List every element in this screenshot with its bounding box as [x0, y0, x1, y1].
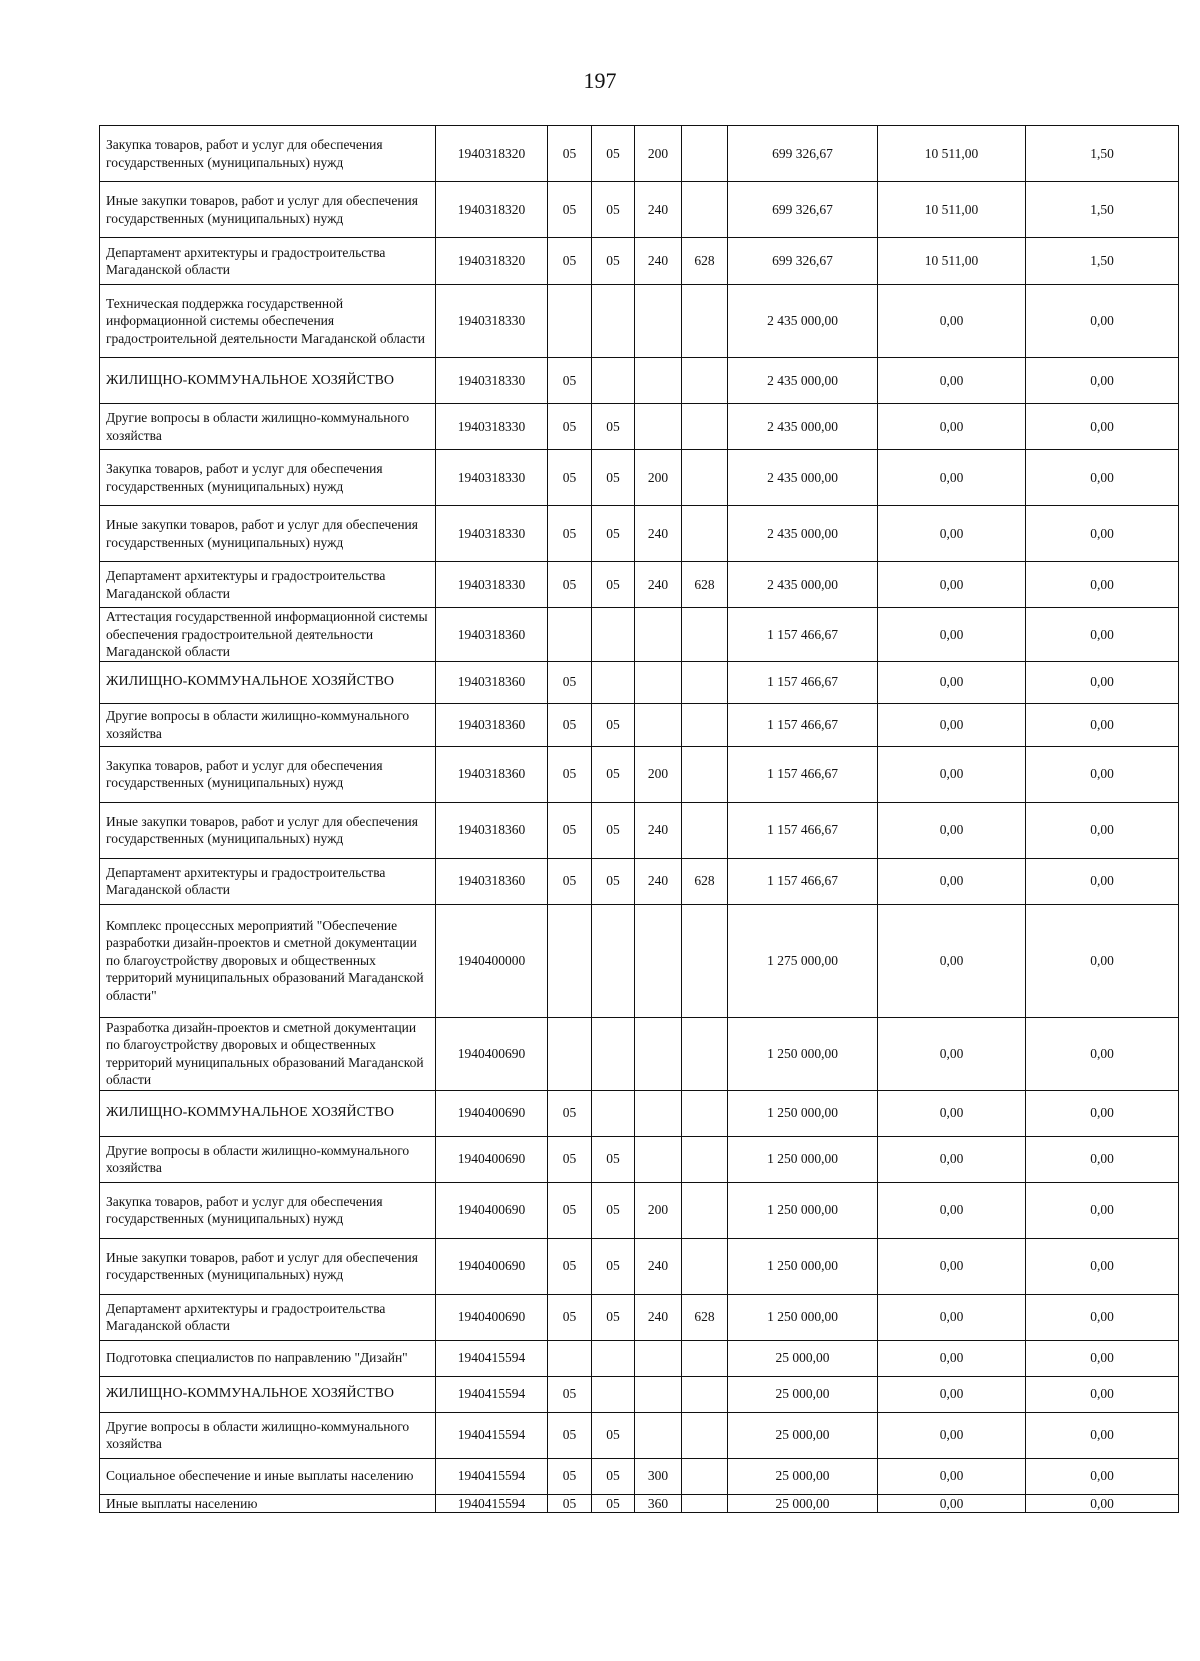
budget-code-cell: 1940400690	[436, 1090, 548, 1136]
budget-code-cell: 1940318320	[436, 238, 548, 285]
section-code-cell: 05	[548, 1412, 592, 1458]
section-code-cell: 05	[548, 450, 592, 506]
row-name-cell: Иные закупки товаров, работ и услуг для обеспечения государственных (муниципальных) нужд	[100, 802, 436, 858]
admin-code-cell	[682, 506, 728, 562]
execution-percent-cell: 0,00	[1026, 1238, 1179, 1294]
executed-amount-cell: 0,00	[878, 404, 1026, 450]
section-code-cell: 05	[548, 182, 592, 238]
executed-amount-cell: 10 511,00	[878, 126, 1026, 182]
expense-type-code-cell: 240	[635, 1238, 682, 1294]
row-name-cell: Иные закупки товаров, работ и услуг для обеспечения государственных (муниципальных) нужд	[100, 1238, 436, 1294]
budget-code-cell: 1940318330	[436, 358, 548, 404]
subsection-code-cell: 05	[592, 858, 635, 904]
subsection-code-cell: 05	[592, 506, 635, 562]
subsection-code-cell: 05	[592, 1136, 635, 1182]
table-row	[100, 182, 1179, 238]
table-row	[100, 1238, 1179, 1294]
execution-percent-cell: 0,00	[1026, 285, 1179, 358]
expense-type-code-cell	[635, 1340, 682, 1376]
row-name-cell: Департамент архитектуры и градостроительства Магаданской области	[100, 1294, 436, 1340]
subsection-code-cell: 05	[592, 1238, 635, 1294]
budget-code-cell: 1940400690	[436, 1294, 548, 1340]
executed-amount-cell: 0,00	[878, 1340, 1026, 1376]
row-name-cell: ЖИЛИЩНО-КОММУНАЛЬНОЕ ХОЗЯЙСТВО	[100, 1376, 436, 1412]
expense-type-code-cell: 240	[635, 182, 682, 238]
row-name-cell: Техническая поддержка государственной информационной системы обеспечения градостроительной деятельности Магаданской области	[100, 285, 436, 358]
subsection-code-cell: 05	[592, 1494, 635, 1513]
row-name-cell: Закупка товаров, работ и услуг для обеспечения государственных (муниципальных) нужд	[100, 1182, 436, 1238]
section-code-cell	[548, 1340, 592, 1376]
row-name-cell: Иные выплаты населению	[100, 1494, 436, 1513]
admin-code-cell	[682, 703, 728, 746]
approved-amount-cell: 2 435 000,00	[728, 562, 878, 608]
admin-code-cell	[682, 1090, 728, 1136]
executed-amount-cell: 0,00	[878, 1494, 1026, 1513]
expense-type-code-cell: 200	[635, 450, 682, 506]
table-row	[100, 746, 1179, 802]
budget-code-cell: 1940415594	[436, 1458, 548, 1494]
expense-type-code-cell: 300	[635, 1458, 682, 1494]
executed-amount-cell: 0,00	[878, 285, 1026, 358]
executed-amount-cell: 0,00	[878, 703, 1026, 746]
row-name-cell: Разработка дизайн-проектов и сметной документации по благоустройству дворовых и общественных территорий муниципальных образований Магаданской области	[100, 1017, 436, 1090]
admin-code-cell	[682, 746, 728, 802]
budget-code-cell: 1940415594	[436, 1376, 548, 1412]
approved-amount-cell: 2 435 000,00	[728, 285, 878, 358]
approved-amount-cell: 25 000,00	[728, 1458, 878, 1494]
table-row	[100, 1340, 1179, 1376]
expense-type-code-cell: 240	[635, 802, 682, 858]
table-row	[100, 1294, 1179, 1340]
section-code-cell	[548, 1017, 592, 1090]
approved-amount-cell: 1 275 000,00	[728, 904, 878, 1017]
section-code-cell: 05	[548, 1136, 592, 1182]
execution-percent-cell: 0,00	[1026, 562, 1179, 608]
budget-code-cell: 1940400000	[436, 904, 548, 1017]
table-row	[100, 608, 1179, 662]
subsection-code-cell: 05	[592, 746, 635, 802]
expense-type-code-cell: 240	[635, 858, 682, 904]
execution-percent-cell: 1,50	[1026, 126, 1179, 182]
section-code-cell: 05	[548, 1376, 592, 1412]
execution-percent-cell: 0,00	[1026, 1494, 1179, 1513]
subsection-code-cell: 05	[592, 182, 635, 238]
subsection-code-cell: 05	[592, 1294, 635, 1340]
approved-amount-cell: 699 326,67	[728, 182, 878, 238]
executed-amount-cell: 0,00	[878, 1458, 1026, 1494]
execution-percent-cell: 0,00	[1026, 404, 1179, 450]
admin-code-cell	[682, 1412, 728, 1458]
subsection-code-cell	[592, 1376, 635, 1412]
executed-amount-cell: 0,00	[878, 1136, 1026, 1182]
subsection-code-cell: 05	[592, 703, 635, 746]
row-name-cell: Департамент архитектуры и градостроительства Магаданской области	[100, 562, 436, 608]
execution-percent-cell: 0,00	[1026, 746, 1179, 802]
subsection-code-cell	[592, 661, 635, 703]
subsection-code-cell: 05	[592, 126, 635, 182]
section-code-cell: 05	[548, 1458, 592, 1494]
subsection-code-cell	[592, 1017, 635, 1090]
admin-code-cell	[682, 126, 728, 182]
subsection-code-cell	[592, 1340, 635, 1376]
approved-amount-cell: 2 435 000,00	[728, 450, 878, 506]
admin-code-cell: 628	[682, 858, 728, 904]
execution-percent-cell: 0,00	[1026, 1182, 1179, 1238]
admin-code-cell	[682, 285, 728, 358]
executed-amount-cell: 0,00	[878, 562, 1026, 608]
table-row	[100, 285, 1179, 358]
approved-amount-cell: 1 157 466,67	[728, 661, 878, 703]
execution-percent-cell: 1,50	[1026, 182, 1179, 238]
admin-code-cell	[682, 182, 728, 238]
budget-code-cell: 1940318320	[436, 126, 548, 182]
executed-amount-cell: 0,00	[878, 1376, 1026, 1412]
row-name-cell: Подготовка специалистов по направлению "Дизайн"	[100, 1340, 436, 1376]
executed-amount-cell: 0,00	[878, 746, 1026, 802]
table-row	[100, 562, 1179, 608]
table-row	[100, 1182, 1179, 1238]
expense-type-code-cell: 240	[635, 562, 682, 608]
budget-code-cell: 1940318360	[436, 802, 548, 858]
approved-amount-cell: 1 157 466,67	[728, 703, 878, 746]
execution-percent-cell: 0,00	[1026, 703, 1179, 746]
table-row	[100, 1090, 1179, 1136]
budget-code-cell: 1940318330	[436, 285, 548, 358]
table-row	[100, 858, 1179, 904]
execution-percent-cell: 0,00	[1026, 506, 1179, 562]
row-name-cell: Департамент архитектуры и градостроительства Магаданской области	[100, 858, 436, 904]
budget-code-cell: 1940400690	[436, 1238, 548, 1294]
expense-type-code-cell: 240	[635, 1294, 682, 1340]
approved-amount-cell: 699 326,67	[728, 238, 878, 285]
approved-amount-cell: 1 157 466,67	[728, 858, 878, 904]
budget-code-cell: 1940318330	[436, 450, 548, 506]
executed-amount-cell: 0,00	[878, 358, 1026, 404]
executed-amount-cell: 0,00	[878, 1017, 1026, 1090]
executed-amount-cell: 0,00	[878, 1412, 1026, 1458]
execution-percent-cell: 0,00	[1026, 1340, 1179, 1376]
execution-percent-cell: 0,00	[1026, 1017, 1179, 1090]
budget-code-cell: 1940318360	[436, 703, 548, 746]
subsection-code-cell: 05	[592, 1412, 635, 1458]
table-row	[100, 1494, 1179, 1513]
expense-type-code-cell: 360	[635, 1494, 682, 1513]
admin-code-cell	[682, 1017, 728, 1090]
section-code-cell	[548, 904, 592, 1017]
execution-percent-cell: 0,00	[1026, 1458, 1179, 1494]
row-name-cell: Другие вопросы в области жилищно-коммунального хозяйства	[100, 1412, 436, 1458]
executed-amount-cell: 0,00	[878, 661, 1026, 703]
approved-amount-cell: 25 000,00	[728, 1494, 878, 1513]
expense-type-code-cell	[635, 1376, 682, 1412]
section-code-cell: 05	[548, 1294, 592, 1340]
row-name-cell: Закупка товаров, работ и услуг для обеспечения государственных (муниципальных) нужд	[100, 126, 436, 182]
subsection-code-cell	[592, 608, 635, 662]
expense-type-code-cell	[635, 703, 682, 746]
section-code-cell: 05	[548, 238, 592, 285]
budget-code-cell: 1940318330	[436, 506, 548, 562]
expense-type-code-cell: 200	[635, 1182, 682, 1238]
executed-amount-cell: 0,00	[878, 1238, 1026, 1294]
expense-type-code-cell: 200	[635, 746, 682, 802]
row-name-cell: Социальное обеспечение и иные выплаты населению	[100, 1458, 436, 1494]
execution-percent-cell: 0,00	[1026, 904, 1179, 1017]
executed-amount-cell: 0,00	[878, 1294, 1026, 1340]
admin-code-cell	[682, 802, 728, 858]
expense-type-code-cell	[635, 904, 682, 1017]
subsection-code-cell: 05	[592, 238, 635, 285]
executed-amount-cell: 0,00	[878, 506, 1026, 562]
budget-code-cell: 1940318360	[436, 858, 548, 904]
subsection-code-cell: 05	[592, 562, 635, 608]
admin-code-cell	[682, 661, 728, 703]
admin-code-cell	[682, 1458, 728, 1494]
approved-amount-cell: 2 435 000,00	[728, 506, 878, 562]
budget-code-cell: 1940415594	[436, 1494, 548, 1513]
admin-code-cell: 628	[682, 238, 728, 285]
subsection-code-cell: 05	[592, 1458, 635, 1494]
section-code-cell: 05	[548, 661, 592, 703]
execution-percent-cell: 1,50	[1026, 238, 1179, 285]
section-code-cell: 05	[548, 1090, 592, 1136]
row-name-cell: Другие вопросы в области жилищно-коммунального хозяйства	[100, 404, 436, 450]
admin-code-cell	[682, 1182, 728, 1238]
row-name-cell: ЖИЛИЩНО-КОММУНАЛЬНОЕ ХОЗЯЙСТВО	[100, 661, 436, 703]
execution-percent-cell: 0,00	[1026, 1294, 1179, 1340]
execution-percent-cell: 0,00	[1026, 358, 1179, 404]
execution-percent-cell: 0,00	[1026, 661, 1179, 703]
expense-type-code-cell	[635, 1412, 682, 1458]
section-code-cell: 05	[548, 746, 592, 802]
expense-type-code-cell	[635, 661, 682, 703]
row-name-cell: Другие вопросы в области жилищно-коммунального хозяйства	[100, 1136, 436, 1182]
row-name-cell: Другие вопросы в области жилищно-коммунального хозяйства	[100, 703, 436, 746]
execution-percent-cell: 0,00	[1026, 802, 1179, 858]
admin-code-cell: 628	[682, 562, 728, 608]
approved-amount-cell: 1 250 000,00	[728, 1182, 878, 1238]
row-name-cell: Иные закупки товаров, работ и услуг для обеспечения государственных (муниципальных) нужд	[100, 182, 436, 238]
section-code-cell	[548, 285, 592, 358]
budget-code-cell: 1940415594	[436, 1340, 548, 1376]
budget-code-cell: 1940415594	[436, 1412, 548, 1458]
section-code-cell: 05	[548, 858, 592, 904]
budget-code-cell: 1940400690	[436, 1182, 548, 1238]
executed-amount-cell: 0,00	[878, 858, 1026, 904]
budget-code-cell: 1940318360	[436, 661, 548, 703]
executed-amount-cell: 0,00	[878, 904, 1026, 1017]
budget-code-cell: 1940318330	[436, 404, 548, 450]
section-code-cell: 05	[548, 358, 592, 404]
admin-code-cell	[682, 904, 728, 1017]
table-row	[100, 1017, 1179, 1090]
expense-type-code-cell	[635, 404, 682, 450]
admin-code-cell	[682, 1376, 728, 1412]
admin-code-cell	[682, 608, 728, 662]
execution-percent-cell: 0,00	[1026, 1412, 1179, 1458]
admin-code-cell	[682, 1340, 728, 1376]
admin-code-cell	[682, 1494, 728, 1513]
section-code-cell: 05	[548, 1238, 592, 1294]
budget-code-cell: 1940400690	[436, 1017, 548, 1090]
execution-percent-cell: 0,00	[1026, 1090, 1179, 1136]
executed-amount-cell: 0,00	[878, 1090, 1026, 1136]
table-row	[100, 506, 1179, 562]
row-name-cell: Аттестация государственной информационной системы обеспечения градостроительной деятельности Магаданской области	[100, 608, 436, 662]
table-row	[100, 450, 1179, 506]
subsection-code-cell: 05	[592, 404, 635, 450]
expense-type-code-cell	[635, 1136, 682, 1182]
section-code-cell: 05	[548, 506, 592, 562]
section-code-cell: 05	[548, 1494, 592, 1513]
executed-amount-cell: 0,00	[878, 608, 1026, 662]
expense-type-code-cell	[635, 608, 682, 662]
execution-percent-cell: 0,00	[1026, 1136, 1179, 1182]
budget-table	[99, 125, 1179, 1513]
executed-amount-cell: 0,00	[878, 1182, 1026, 1238]
admin-code-cell	[682, 1136, 728, 1182]
expense-type-code-cell: 200	[635, 126, 682, 182]
row-name-cell: Закупка товаров, работ и услуг для обеспечения государственных (муниципальных) нужд	[100, 450, 436, 506]
table-row	[100, 1458, 1179, 1494]
subsection-code-cell	[592, 904, 635, 1017]
row-name-cell: ЖИЛИЩНО-КОММУНАЛЬНОЕ ХОЗЯЙСТВО	[100, 1090, 436, 1136]
executed-amount-cell: 0,00	[878, 802, 1026, 858]
subsection-code-cell	[592, 358, 635, 404]
execution-percent-cell: 0,00	[1026, 608, 1179, 662]
subsection-code-cell: 05	[592, 802, 635, 858]
approved-amount-cell: 1 157 466,67	[728, 746, 878, 802]
table-row	[100, 1136, 1179, 1182]
section-code-cell: 05	[548, 126, 592, 182]
section-code-cell: 05	[548, 802, 592, 858]
table-row	[100, 1412, 1179, 1458]
approved-amount-cell: 1 250 000,00	[728, 1090, 878, 1136]
table-row	[100, 404, 1179, 450]
expense-type-code-cell: 240	[635, 238, 682, 285]
admin-code-cell	[682, 358, 728, 404]
table-row	[100, 661, 1179, 703]
table-row	[100, 358, 1179, 404]
row-name-cell: ЖИЛИЩНО-КОММУНАЛЬНОЕ ХОЗЯЙСТВО	[100, 358, 436, 404]
row-name-cell: Департамент архитектуры и градостроительства Магаданской области	[100, 238, 436, 285]
execution-percent-cell: 0,00	[1026, 858, 1179, 904]
executed-amount-cell: 10 511,00	[878, 238, 1026, 285]
table-row	[100, 802, 1179, 858]
row-name-cell: Закупка товаров, работ и услуг для обеспечения государственных (муниципальных) нужд	[100, 746, 436, 802]
admin-code-cell	[682, 404, 728, 450]
expense-type-code-cell	[635, 1017, 682, 1090]
budget-code-cell: 1940318320	[436, 182, 548, 238]
approved-amount-cell: 699 326,67	[728, 126, 878, 182]
table-row	[100, 126, 1179, 182]
section-code-cell	[548, 608, 592, 662]
budget-code-cell: 1940318330	[436, 562, 548, 608]
budget-code-cell: 1940318360	[436, 746, 548, 802]
page-number: 197	[583, 68, 617, 93]
row-name-cell: Комплекс процессных мероприятий "Обеспечение разработки дизайн-проектов и сметной документации по благоустройству дворовых и общественных территорий муниципальных образований Магаданской области"	[100, 904, 436, 1017]
subsection-code-cell: 05	[592, 450, 635, 506]
expense-type-code-cell	[635, 285, 682, 358]
budget-code-cell: 1940318360	[436, 608, 548, 662]
approved-amount-cell: 2 435 000,00	[728, 404, 878, 450]
expense-type-code-cell	[635, 358, 682, 404]
admin-code-cell	[682, 450, 728, 506]
section-code-cell: 05	[548, 404, 592, 450]
section-code-cell: 05	[548, 703, 592, 746]
section-code-cell: 05	[548, 1182, 592, 1238]
approved-amount-cell: 1 157 466,67	[728, 608, 878, 662]
approved-amount-cell: 25 000,00	[728, 1376, 878, 1412]
approved-amount-cell: 1 250 000,00	[728, 1238, 878, 1294]
subsection-code-cell: 05	[592, 1182, 635, 1238]
row-name-cell: Иные закупки товаров, работ и услуг для обеспечения государственных (муниципальных) нужд	[100, 506, 436, 562]
approved-amount-cell: 25 000,00	[728, 1340, 878, 1376]
section-code-cell: 05	[548, 562, 592, 608]
approved-amount-cell: 25 000,00	[728, 1412, 878, 1458]
executed-amount-cell: 0,00	[878, 450, 1026, 506]
approved-amount-cell: 2 435 000,00	[728, 358, 878, 404]
execution-percent-cell: 0,00	[1026, 450, 1179, 506]
admin-code-cell	[682, 1238, 728, 1294]
executed-amount-cell: 10 511,00	[878, 182, 1026, 238]
approved-amount-cell: 1 157 466,67	[728, 802, 878, 858]
subsection-code-cell	[592, 285, 635, 358]
admin-code-cell: 628	[682, 1294, 728, 1340]
expense-type-code-cell: 240	[635, 506, 682, 562]
execution-percent-cell: 0,00	[1026, 1376, 1179, 1412]
approved-amount-cell: 1 250 000,00	[728, 1294, 878, 1340]
subsection-code-cell	[592, 1090, 635, 1136]
table-row	[100, 703, 1179, 746]
expense-type-code-cell	[635, 1090, 682, 1136]
approved-amount-cell: 1 250 000,00	[728, 1136, 878, 1182]
approved-amount-cell: 1 250 000,00	[728, 1017, 878, 1090]
table-row	[100, 904, 1179, 1017]
budget-code-cell: 1940400690	[436, 1136, 548, 1182]
table-row	[100, 1376, 1179, 1412]
table-row	[100, 238, 1179, 285]
